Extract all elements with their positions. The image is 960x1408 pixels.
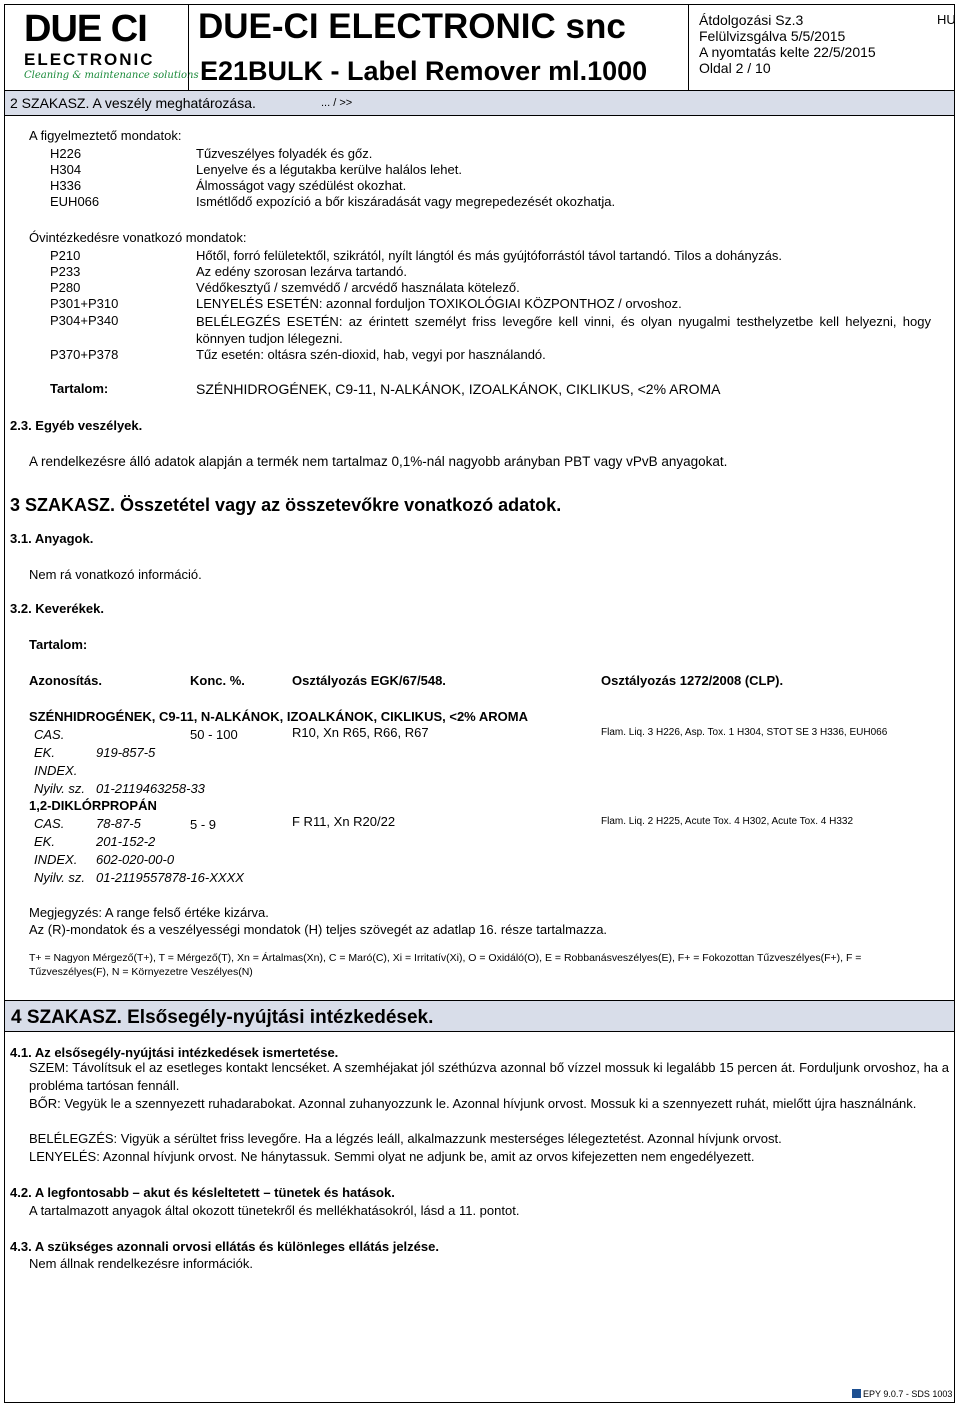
epy-icon (852, 1389, 861, 1398)
medical-attention-text: Nem állnak rendelkezésre információk. (29, 1256, 253, 1271)
section2-bar (5, 91, 954, 116)
precaution-code: P233 (50, 264, 81, 279)
content-label: Tartalom: (50, 381, 109, 396)
substance-name: SZÉNHIDROGÉNEK, C9-11, N-ALKÁNOK, IZOALKÁNOK, CIKLIKUS, <2% AROMA (29, 709, 528, 724)
substance-eec-class: R10, Xn R65, R66, R67 (292, 725, 429, 740)
substance-name: 1,2-DIKLÓRPROPÁN (29, 798, 157, 813)
column-header: Azonosítás. (29, 673, 102, 688)
hazard-code: H304 (50, 162, 82, 177)
precaution-text: LENYELÉS ESETÉN: azonnal forduljon TOXIKOLÓGIAI KÖZPONTHOZ / orvoshoz. (196, 296, 682, 311)
substances-heading: 3.1. Anyagok. (10, 531, 94, 546)
company-logo (24, 8, 199, 86)
logo-text: DUE CI (24, 8, 147, 50)
id-label: CAS. (34, 727, 65, 742)
range-note: Megjegyzés: A range felső értéke kizárva. (29, 905, 269, 920)
logo-tagline: Cleaning & maintenance solutions (24, 70, 199, 81)
section3-title: 3 SZAKASZ. Összetétel vagy az összetevőkre vonatkozó adatok. (10, 495, 562, 515)
id-value: 01-2119463258-33 (96, 781, 205, 796)
column-header: Konc. %. (190, 673, 245, 688)
hazard-text: Álmosságot vagy szédülést okozhat. (196, 178, 407, 193)
id-label: CAS. (34, 816, 65, 831)
medical-attention-heading: 4.3. A szükséges azonnali orvosi ellátás és különleges ellátás jelzése. (10, 1239, 439, 1254)
hazard-code: EUH066 (50, 194, 100, 209)
substance-clp-class: Flam. Liq. 2 H225, Acute Tox. 4 H302, Acute Tox. 4 H332 (601, 816, 854, 827)
precaution-text: Tűz esetén: oltásra szén-dioxid, hab, vegyi por használandó. (196, 347, 546, 362)
mixture-content-label: Tartalom: (29, 637, 88, 652)
hazard-code: H336 (50, 178, 82, 193)
review-date: Felülvizsgálva 5/5/2015 (699, 28, 846, 44)
section2-continued: ... / >> (321, 97, 353, 109)
column-header: Osztályozás 1272/2008 (CLP). (601, 673, 784, 688)
other-hazards-text: A rendelkezésre álló adatok alapján a termék nem tartalmaz 0,1%-nál nagyobb arányban PBT vagy vPvB anyagokat. (29, 454, 728, 469)
precaution-text: Hőtől, forró felületektől, szikrától, nyílt lángtól és más gyújtóforrástól távol tartandó. Tilos a dohányzás. (196, 248, 783, 263)
page-number: Oldal 2 / 10 (699, 60, 771, 76)
id-label: EK. (34, 745, 55, 760)
id-label: Nyilv. sz. (34, 870, 86, 885)
substance-concentration: 50 - 100 (190, 727, 238, 742)
id-label: EK. (34, 834, 55, 849)
header-divider (188, 4, 189, 90)
eye-contact-text: SZEM: Távolítsuk el az esetleges kontakt lencséket. A szemhéjakat jól széthúzva azonnal bő vízzel mossuk ki legalább 15 percen át. Forduljunk orvoshoz, ha a probléma tartósan fennáll. (29, 1060, 949, 1093)
id-value: 919-857-5 (96, 745, 156, 760)
precaution-code: P210 (50, 248, 81, 263)
id-value: 78-87-5 (96, 816, 141, 831)
hazard-text: Lenyelve és a légutakba kerülve halálos lehet. (196, 162, 462, 177)
id-value: 201-152-2 (96, 834, 156, 849)
mixtures-heading: 3.2. Keverékek. (10, 601, 104, 616)
content-value: SZÉNHIDROGÉNEK, C9-11, N-ALKÁNOK, IZOALKÁNOK, CIKLIKUS, <2% AROMA (196, 381, 721, 397)
column-header: Osztályozás EGK/67/548. (292, 673, 446, 688)
phrases-note: Az (R)-mondatok és a veszélyességi mondatok (H) teljes szövegét az adatlap 16. része tartalmazza. (29, 922, 608, 937)
revision-info (699, 12, 876, 76)
symptoms-heading: 4.2. A legfontosabb – akut és késleltetett – tünetek és hatások. (10, 1185, 395, 1200)
inhalation-text: BELÉLEGZÉS: Vigyük a sérültet friss levegőre. Ha a légzés leáll, alkalmazzunk mesterséges lélegeztetést. Azonnal hívjunk orvost. (29, 1131, 782, 1146)
symptoms-text: A tartalmazott anyagok által okozott tünetekről és mellékhatásokról, lásd a 11. pontot. (29, 1203, 520, 1218)
company-name: DUE-CI ELECTRONIC snc (198, 7, 626, 46)
id-label: Nyilv. sz. (34, 781, 86, 796)
hazard-heading: A figyelmeztető mondatok: (29, 128, 182, 143)
revision-number: Átdolgozási Sz.3 (699, 12, 804, 28)
language-code: HU (937, 12, 956, 27)
precaution-code: P280 (50, 280, 81, 295)
hazard-text: Tűzveszélyes folyadék és gőz. (196, 146, 373, 161)
logo-subtext: ELECTRONIC (24, 50, 155, 69)
header-divider (688, 4, 689, 90)
product-name: E21BULK - Label Remover ml.1000 (200, 56, 648, 86)
first-aid-heading: 4.1. Az elsősegély-nyújtási intézkedések ismertetése. (10, 1045, 339, 1060)
other-hazards-heading: 2.3. Egyéb veszélyek. (10, 418, 143, 433)
precaution-text: BELÉLEGZÉS ESETÉN: az érintett személyt friss levegőre kell vinni, és olyan nyugalmi testhelyzetbe kell helyezni, hogy könnyen tudjon lélegezni. (196, 314, 931, 346)
id-value: 602-020-00-0 (96, 852, 175, 867)
print-date: A nyomtatás kelte 22/5/2015 (699, 44, 876, 60)
id-label: INDEX. (34, 763, 78, 778)
substance-eec-class: F R11, Xn R20/22 (292, 814, 396, 829)
precaution-code: P370+P378 (50, 347, 119, 362)
precaution-text: Védőkesztyű / szemvédő / arcvédő használata kötelező. (196, 280, 520, 295)
section4-bar (5, 1000, 954, 1032)
classification-legend: T+ = Nagyon Mérgező(T+), T = Mérgező(T), Xn = Ártalmas(Xn), C = Maró(C), Xi = Irritatív(Xi), O = Oxidáló(O), E = Robbanásveszélyes(E), F+ = Fokozottan Tűzveszélyes(F+), F = Tűzveszélyes(F), N = Környezetre Veszélyes(N) (29, 952, 862, 978)
substances-text: Nem rá vonatkozó információ. (29, 567, 202, 582)
substance-concentration: 5 - 9 (190, 817, 217, 832)
hazard-text: Ismétlődő expozíció a bőr kiszáradását vagy megrepedezését okozhatja. (196, 194, 616, 209)
precaution-code: P301+P310 (50, 296, 119, 311)
skin-contact-text: BŐR: Vegyük le a szennyezett ruhadarabokat. Azonnal zuhanyozzunk le. Azonnal hívjunk orvost. Mossuk ki a szennyezett ruhát, mielőtt újra használnánk. (29, 1096, 917, 1111)
precaution-heading: Óvintézkedésre vonatkozó mondatok: (29, 230, 247, 245)
precaution-code: P304+P340 (50, 313, 119, 328)
hazard-code: H226 (50, 146, 82, 161)
software-footer (852, 1389, 952, 1399)
software-version: EPY 9.0.7 - SDS 1003 (863, 1389, 953, 1399)
precaution-text: Az edény szorosan lezárva tartandó. (196, 264, 408, 279)
id-label: INDEX. (34, 852, 78, 867)
section4-title: 4 SZAKASZ. Elsősegély-nyújtási intézkedések. (11, 1007, 434, 1028)
section2-title: 2 SZAKASZ. A veszély meghatározása. (10, 95, 256, 111)
ingestion-text: LENYELÉS: Azonnal hívjunk orvost. Ne hánytassuk. Semmi olyat ne adjunk be, amit az orvos kifejezetten nem engedélyezett. (29, 1149, 755, 1164)
substance-clp-class: Flam. Liq. 3 H226, Asp. Tox. 1 H304, STOT SE 3 H336, EUH066 (601, 727, 888, 738)
id-value: 01-2119557878-16-XXXX (96, 870, 244, 885)
